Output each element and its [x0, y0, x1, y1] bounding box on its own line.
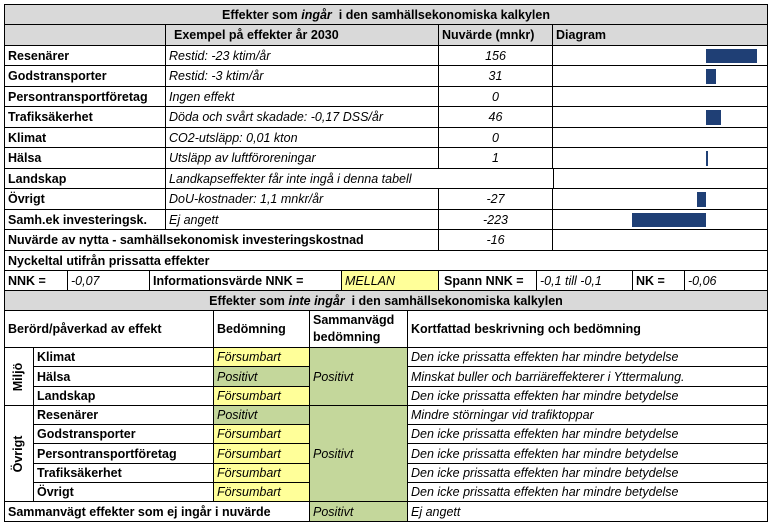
effect-rating: Försumbart — [214, 425, 310, 444]
row-value: 0 — [439, 128, 553, 148]
row-value: 46 — [439, 107, 553, 128]
effect-label: Godstransporter — [34, 425, 214, 444]
spann-label: Spann NNK = — [439, 271, 537, 291]
bottom-title-em: inte ingår — [288, 293, 345, 308]
diagram-bar — [706, 49, 757, 63]
group-combined: Positivt — [310, 406, 408, 502]
row-diagram — [553, 66, 768, 87]
row-example: DoU-kostnader: 1,1 mnkr/år — [166, 189, 439, 210]
row-example: Ej angett — [166, 210, 439, 230]
diagram-bar — [706, 151, 708, 166]
row-diagram — [553, 87, 768, 107]
effect-label: Resenärer — [34, 406, 214, 425]
top-title-em: ingår — [301, 7, 332, 22]
effect-rating: Positivt — [214, 406, 310, 425]
effect-description: Mindre störningar vid trafiktoppar — [408, 406, 768, 425]
group-combined: Positivt — [310, 348, 408, 406]
effect-label: Trafiksäkerhet — [34, 464, 214, 483]
info-value: MELLAN — [342, 271, 439, 291]
row-diagram — [553, 128, 768, 148]
combined-header — [310, 311, 408, 348]
npv-header: Nuvärde (mnkr) — [439, 25, 553, 46]
row-label: Resenärer — [4, 46, 166, 66]
row-diagram — [553, 107, 768, 128]
example-header: Exempel på effekter år 2030 — [166, 25, 439, 46]
npv-total-value: -16 — [439, 230, 553, 251]
row-label: Övrigt — [4, 189, 166, 210]
effect-label: Klimat — [34, 348, 214, 367]
row-diagram — [553, 189, 768, 210]
top-section-title — [4, 4, 768, 25]
npv-total-label: Nuvärde av nytta - samhällsekonomisk investeringskostnad — [4, 230, 439, 251]
bottom-section-title — [4, 291, 768, 311]
corner-header — [4, 25, 166, 46]
effect-description: Den icke prissatta effekten har mindre betydelse — [408, 425, 768, 444]
npv-total-diagram — [553, 230, 768, 251]
row-example: Restid: -3 ktim/år — [166, 66, 439, 87]
top-title-post: i den samhällsekonomiska kalkylen — [331, 7, 550, 22]
nk-value: -0,06 — [685, 271, 768, 291]
row-label: Klimat — [4, 128, 166, 148]
row-value: -27 — [439, 189, 553, 210]
effect-rating: Försumbart — [214, 464, 310, 483]
effect-description: Den icke prissatta effekten har mindre betydelse — [408, 387, 768, 406]
rating-header: Bedömning — [214, 311, 310, 348]
row-diagram — [553, 169, 768, 189]
effect-rating: Försumbart — [214, 483, 310, 502]
effect-rating: Positivt — [214, 367, 310, 387]
info-label: Informationsvärde NNK = — [150, 271, 342, 291]
row-value: 1 — [439, 148, 553, 169]
row-label: Persontransportföretag — [4, 87, 166, 107]
row-example: Landkapseffekter får inte ingå i denna tabell — [166, 169, 554, 189]
row-label: Godstransporter — [4, 66, 166, 87]
spann-value: -0,1 till -0,1 — [537, 271, 633, 291]
row-example: Restid: -23 ktim/år — [166, 46, 439, 66]
effect-description: Minskat buller och barriäreffekterer i Yttermalung. — [408, 367, 768, 387]
nyckeltal-title: Nyckeltal utifrån prissatta effekter — [4, 251, 768, 271]
summary-desc: Ej angett — [408, 502, 768, 522]
combined-header-text: Sammanvägd bedömning — [313, 313, 395, 344]
nk-label: NK = — [633, 271, 685, 291]
row-example: Utsläpp av luftföroreningar — [166, 148, 439, 169]
diagram-bar — [706, 110, 721, 125]
effect-rating: Försumbart — [214, 444, 310, 464]
bottom-title-post: i den samhällsekonomiska kalkylen — [344, 293, 563, 308]
group-name: Miljö — [11, 362, 25, 392]
summary-rating: Positivt — [310, 502, 408, 522]
row-label: Landskap — [4, 169, 166, 189]
row-value: 31 — [439, 66, 553, 87]
diagram-bar — [706, 69, 716, 84]
summary-label: Sammanvägt effekter som ej ingår i nuvärde — [4, 502, 310, 522]
nnk-label: NNK = — [4, 271, 68, 291]
row-diagram — [553, 148, 768, 169]
row-value: 0 — [439, 87, 553, 107]
row-label: Samh.ek investeringsk. — [4, 210, 166, 230]
effect-rating: Försumbart — [214, 387, 310, 406]
effect-label: Hälsa — [34, 367, 214, 387]
effect-description: Den icke prissatta effekten har mindre betydelse — [408, 444, 768, 464]
effect-label: Landskap — [34, 387, 214, 406]
effect-description: Den icke prissatta effekten har mindre betydelse — [408, 348, 768, 367]
group-name: Övrigt — [11, 435, 25, 473]
diagram-bar — [697, 192, 706, 207]
row-example: Ingen effekt — [166, 87, 439, 107]
row-label: Hälsa — [4, 148, 166, 169]
effect-label: Övrigt — [34, 483, 214, 502]
row-value: -223 — [439, 210, 553, 230]
description-header: Kortfattad beskrivning och bedömning — [408, 311, 768, 348]
affected-header: Berörd/påverkad av effekt — [4, 311, 214, 348]
row-example: Döda och svårt skadade: -0,17 DSS/år — [166, 107, 439, 128]
diagram-header: Diagram — [553, 25, 768, 46]
bottom-title-pre: Effekter som — [209, 293, 285, 308]
nnk-value: -0,07 — [68, 271, 150, 291]
row-example: CO2-utsläpp: 0,01 kton — [166, 128, 439, 148]
effect-description: Den icke prissatta effekten har mindre betydelse — [408, 483, 768, 502]
effect-label: Persontransportföretag — [34, 444, 214, 464]
top-title-pre: Effekter som — [222, 7, 298, 22]
effect-rating: Försumbart — [214, 348, 310, 367]
effect-description: Den icke prissatta effekten har mindre betydelse — [408, 464, 768, 483]
row-value: 156 — [439, 46, 553, 66]
diagram-bar — [632, 213, 706, 227]
row-label: Trafiksäkerhet — [4, 107, 166, 128]
